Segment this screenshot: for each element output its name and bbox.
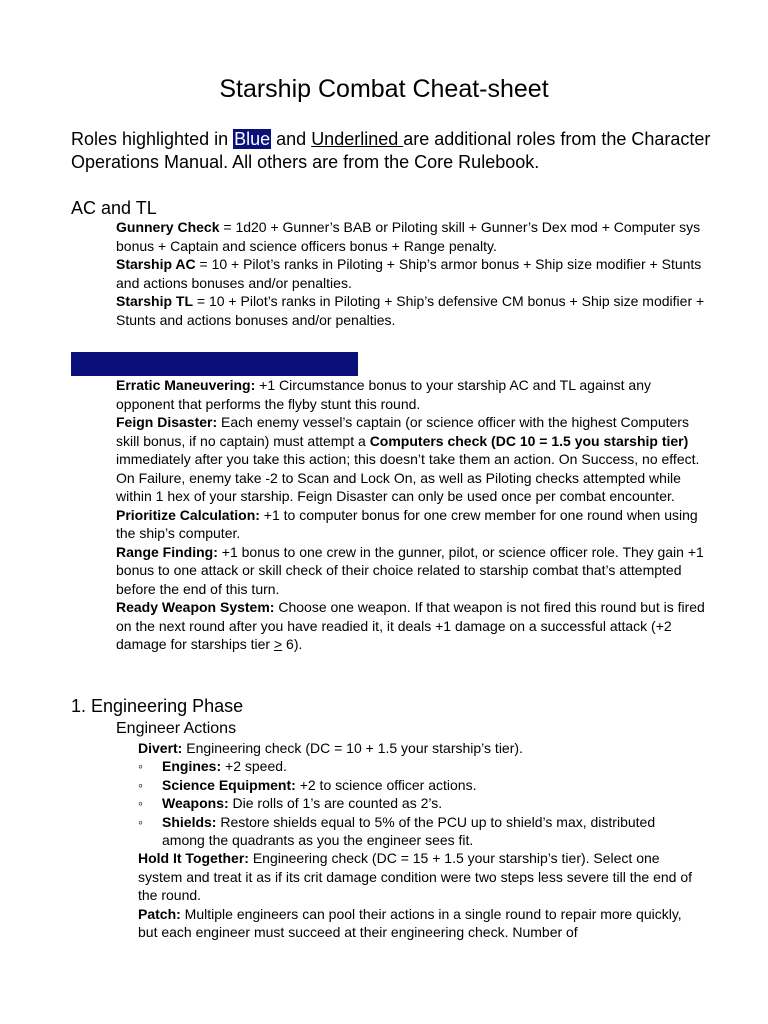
starship-tl-label: Starship TL xyxy=(116,293,194,309)
prioritize-label: Prioritize Calculation: xyxy=(116,506,260,523)
patch-text: Multiple engineers can pool their actions in a single round to repair more quickly, but each engineer must succeed at their engineering check. Number of xyxy=(138,905,682,940)
hold-it-together-item xyxy=(138,849,698,905)
range-finding-item xyxy=(116,543,706,599)
engineering-heading: 1. Engineering Phase xyxy=(71,696,244,716)
open-crew-heading: Open Crew Actions (Pre-Engineering) xyxy=(71,352,358,376)
bullet-dot: ◦ xyxy=(138,758,143,774)
patch-item xyxy=(138,905,698,942)
bullet-weapons xyxy=(138,794,698,813)
intro-text-pre: Roles highlighted in xyxy=(71,129,234,149)
intro-text-post: are additional roles from the Character Operations Manual. All others are from the Core Rulebook. xyxy=(71,129,711,172)
hold-text: Engineering check (DC = 15 + 1.5 your starship’s tier). Select one system and treat it as if its crit damage condition were two steps less severe till the end of the round. xyxy=(138,850,693,903)
open-crew-block xyxy=(116,376,706,654)
ready-ge-symbol: > xyxy=(273,636,283,652)
bullet-engines-text: +2 speed. xyxy=(221,758,287,774)
intro-blue-highlight: Blue xyxy=(234,129,271,149)
erratic-text: +1 Circumstance bonus to your starship AC and TL against any opponent that performs the flyby stunt this round. xyxy=(116,377,651,412)
patch-label: Patch: xyxy=(138,905,181,922)
divert-bullet-list xyxy=(138,757,698,850)
starship-tl-item xyxy=(116,292,706,329)
ac-tl-block xyxy=(116,218,706,329)
feign-text-2: immediately after you take this action; this doesn’t take them an action. On Success, no effect. On Failure, enemy take -2 to Scan and Lock On, as well as Piloting checks attempted while within 1 hex of your starship. Feign Disaster can only be used once per combat encounter. xyxy=(116,451,700,504)
bullet-engines xyxy=(138,757,698,776)
engineer-actions-subheading: Engineer Actions xyxy=(116,720,237,737)
bullet-weapons-label: Weapons: xyxy=(162,795,229,811)
intro-text-mid: and xyxy=(271,129,312,149)
ready-weapon-item xyxy=(116,598,706,654)
divert-text: Engineering check (DC = 10 + 1.5 your starship’s tier). xyxy=(182,740,523,756)
bullet-engines-label: Engines: xyxy=(162,758,222,774)
prioritize-text: +1 to computer bonus for one crew member for one round when using the ship’s computer. xyxy=(116,506,698,541)
divert-label: Divert: xyxy=(138,740,183,756)
bullet-science-label: Science Equipment: xyxy=(162,776,296,793)
bullet-weapons-text: Die rolls of 1’s are counted as 2’s. xyxy=(228,795,443,811)
bullet-science-text: +2 to science officer actions. xyxy=(295,776,477,793)
bullet-shields xyxy=(138,813,698,850)
bullet-dot: ◦ xyxy=(138,776,143,793)
erratic-maneuvering-item xyxy=(116,376,706,413)
bullet-dot: ◦ xyxy=(138,813,143,830)
intro-underlined: Underlined xyxy=(311,129,404,149)
page-title: Starship Combat Cheat-sheet xyxy=(219,75,549,103)
hold-label: Hold It Together: xyxy=(138,850,249,866)
starship-ac-item xyxy=(116,255,706,292)
feign-text-1: Each enemy vessel’s captain (or science officer with the highest Computers skill bonus, if no captain) must attempt a xyxy=(116,414,689,449)
feign-label: Feign Disaster: xyxy=(116,414,218,430)
gunnery-check-label: Gunnery Check xyxy=(116,219,220,235)
starship-ac-text: = 10 + Pilot’s ranks in Piloting + Ship’s armor bonus + Ship size modifier + Stunts and actions bonuses and/or penalties. xyxy=(116,256,702,291)
divert-item xyxy=(138,739,698,758)
feign-bold: Computers check (DC 10 = 1.5 you starship tier) xyxy=(369,432,689,449)
ready-text-2: 6). xyxy=(282,636,303,652)
range-text: +1 bonus to one crew in the gunner, pilot, or science officer role. They gain +1 bonus to one attack or skill check of their choice related to starship combat that’s attempted before the end of this turn. xyxy=(116,543,704,597)
bullet-science-equipment xyxy=(138,776,698,795)
gunnery-check-text: = 1d20 + Gunner’s BAB or Piloting skill + Gunner’s Dex mod + Computer sys bonus + Captain and science officers bonus + Range penalty. xyxy=(116,219,701,254)
prioritize-calculation-item xyxy=(116,506,706,543)
starship-ac-label: Starship AC xyxy=(116,256,196,272)
hold-patch-block xyxy=(138,849,698,942)
ready-label: Ready Weapon System: xyxy=(116,599,275,615)
bullet-dot: ◦ xyxy=(138,795,143,811)
bullet-shields-label: Shields: xyxy=(162,813,217,830)
range-label: Range Finding: xyxy=(116,543,218,560)
intro-paragraph xyxy=(71,128,731,174)
feign-disaster-item xyxy=(116,413,706,506)
bullet-shields-text: Restore shields equal to 5% of the PCU up to shield’s max, distributed among the quadrants as you the engineer sees fit. xyxy=(162,813,656,848)
ac-tl-heading: AC and TL xyxy=(71,198,157,218)
gunnery-check-item xyxy=(116,218,706,255)
ready-text-1: Choose one weapon. If that weapon is not fired this round but is fired on the next round after you have readied it, it deals +1 damage on a successful attack (+2 damage for starships tier xyxy=(116,599,705,652)
erratic-label: Erratic Maneuvering: xyxy=(116,377,256,393)
starship-tl-text: = 10 + Pilot’s ranks in Piloting + Ship’s defensive CM bonus + Ship size modifier + Stunts and actions bonuses and/or penalties. xyxy=(116,293,705,328)
